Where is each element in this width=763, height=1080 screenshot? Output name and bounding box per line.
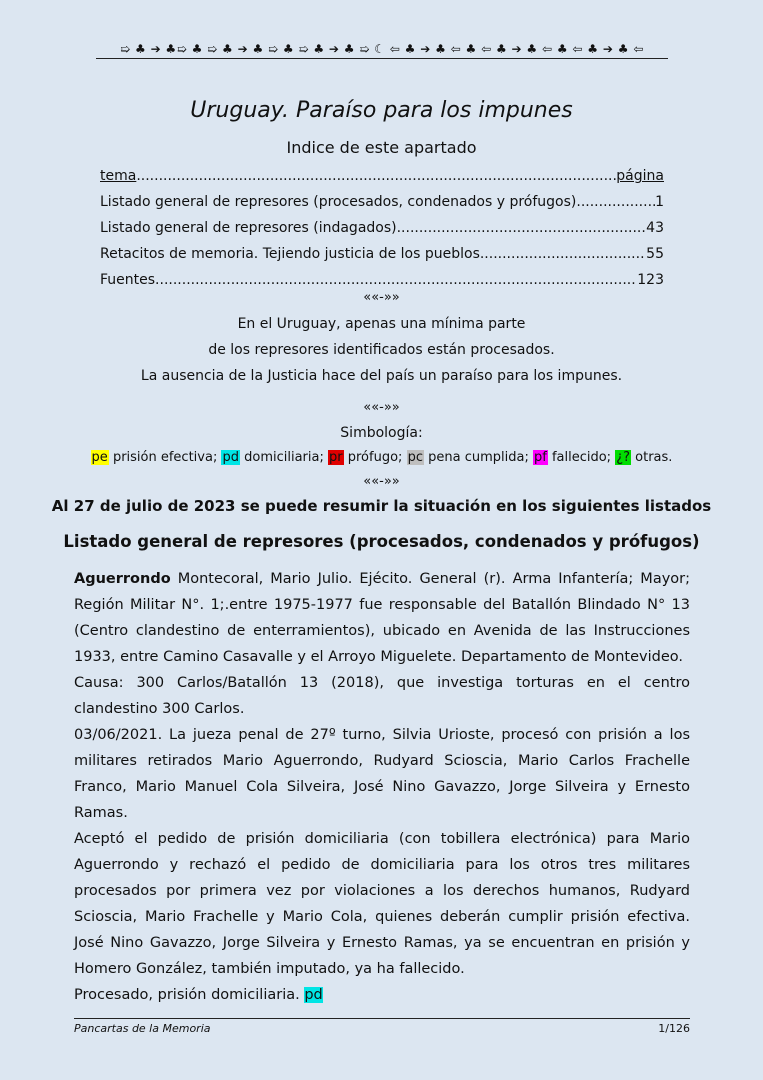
toc-leader (397, 215, 647, 241)
toc-row-label: Retacitos de memoria. Tejiendo justicia de los pueblos (100, 246, 480, 262)
entry-name: Aguerrondo (74, 571, 171, 587)
toc-row[interactable] (100, 189, 664, 215)
toc-row[interactable] (100, 215, 664, 241)
intro-line-2: de los represores identificados están procesados. (208, 342, 555, 358)
table-of-contents (100, 163, 664, 293)
toc-row-label: Fuentes (100, 272, 156, 288)
symbology-heading: Simbología: (340, 425, 423, 441)
toc-leader (480, 241, 646, 267)
code-pe-label: prisión efectiva; (112, 450, 218, 465)
separator: ««-»» (363, 474, 400, 489)
toc-row-label: Listado general de represores (procesados, condenados y prófugos) (100, 194, 577, 210)
toc-row-label: Listado general de represores (indagados) (100, 220, 397, 236)
code-pe-badge: pe (91, 450, 108, 465)
summary-heading: Al 27 de julio de 2023 se puede resumir la situación en los siguientes listados (51, 497, 712, 515)
entry-description: Montecoral, Mario Julio. Ejécito. General (r). Arma Infantería; Mayor; Región Militar N°. 1;.entre 1975-1977 fue responsable del Batallón Blindado N° 13 (Centro clandestino de enterramientos), ubicado en Avenida de las Instrucciones 1933, entre Camino Casavalle y el Arroyo Miguelete. Departamento de Montevideo. (74, 571, 690, 665)
page-title: Uruguay. Paraíso para los impunes (190, 98, 573, 123)
list-heading: Listado general de represores (procesados, condenados y prófugos) (63, 532, 700, 551)
entry-cause: Causa: 300 Carlos/Batallón 13 (2018), que investiga torturas en el centro clandestino 300 Carlos. (74, 675, 690, 717)
toc-header-right: página (616, 168, 664, 184)
toc-leader (576, 189, 655, 215)
code-pc-badge: pc (407, 450, 423, 465)
code-pd-badge: pd (222, 450, 239, 465)
entry-body (74, 566, 690, 1008)
index-heading: Indice de este apartado (286, 138, 477, 157)
toc-row-page: 1 (655, 194, 664, 210)
toc-row[interactable] (100, 241, 664, 267)
code-pr-label: prófugo; (347, 450, 403, 465)
page-footer (74, 1022, 690, 1035)
code-pf-badge: pf (533, 450, 547, 465)
toc-leader (136, 163, 616, 189)
intro-line-3: La ausencia de la Justicia hace del país un paraíso para los impunes. (140, 368, 623, 384)
code-other-label: otras. (635, 450, 673, 465)
separator: ««-»» (363, 400, 400, 415)
status-badge: pd (304, 987, 323, 1003)
code-pr-badge: pr (329, 450, 343, 465)
entry-status (74, 982, 690, 1008)
code-pc-label: pena cumplida; (428, 450, 529, 465)
intro-line-1: En el Uruguay, apenas una mínima parte (237, 316, 526, 332)
toc-row-page: 123 (637, 272, 664, 288)
separator: ««-»» (363, 290, 400, 305)
footer-title: Pancartas de la Memoria (74, 1022, 211, 1035)
toc-row-page: 55 (646, 246, 664, 262)
entry-paragraph (74, 566, 690, 670)
page-number: 1/126 (658, 1022, 690, 1035)
toc-row-page: 43 (646, 220, 664, 236)
toc-header (100, 163, 664, 189)
entry-detail: Aceptó el pedido de prisión domiciliaria (con tobillera electrónica) para Mario Aguerrondo y rechazó el pedido de domiciliaria para los otros tres militares procesados por primera vez por violaciones a los derechos humanos, Rudyard Scioscia, Mario Frachelle y Mario Cola, quienes deberán cumplir prisión efectiva. José Nino Gavazzo, Jorge Silveira y Ernesto Ramas, ya se encuentran en prisión y Homero González, también imputado, ya ha fallecido. (74, 831, 690, 977)
entry-ruling: 03/06/2021. La jueza penal de 27º turno, Silvia Urioste, procesó con prisión a los militares retirados Mario Aguerrondo, Rudyard Scioscia, Mario Carlos Frachelle Franco, Mario Manuel Cola Silveira, José Nino Gavazzo, Jorge Silveira y Ernesto Ramas. (74, 727, 690, 821)
code-pf-label: fallecido; (551, 450, 612, 465)
ornament-line: ➯ ♣ ➔ ♣➯ ♣ ➯ ♣ ➔ ♣ ➯ ♣ ➯ ♣ ➔ ♣ ➯ ☾ ⇦ ♣ ➔ ♣ ⇦ ♣ ⇦ ♣ ➔ ♣ ⇦ ♣ ⇦ ♣ ➔ ♣ ⇦ (96, 42, 668, 59)
footer-divider (74, 1018, 690, 1019)
toc-header-left: tema (100, 168, 137, 184)
entry-status-text: Procesado, prisión domiciliaria. (74, 987, 305, 1003)
symbology-legend (0, 450, 763, 465)
code-pd-label: domiciliaria; (244, 450, 324, 465)
code-other-badge: ¿? (616, 450, 631, 465)
